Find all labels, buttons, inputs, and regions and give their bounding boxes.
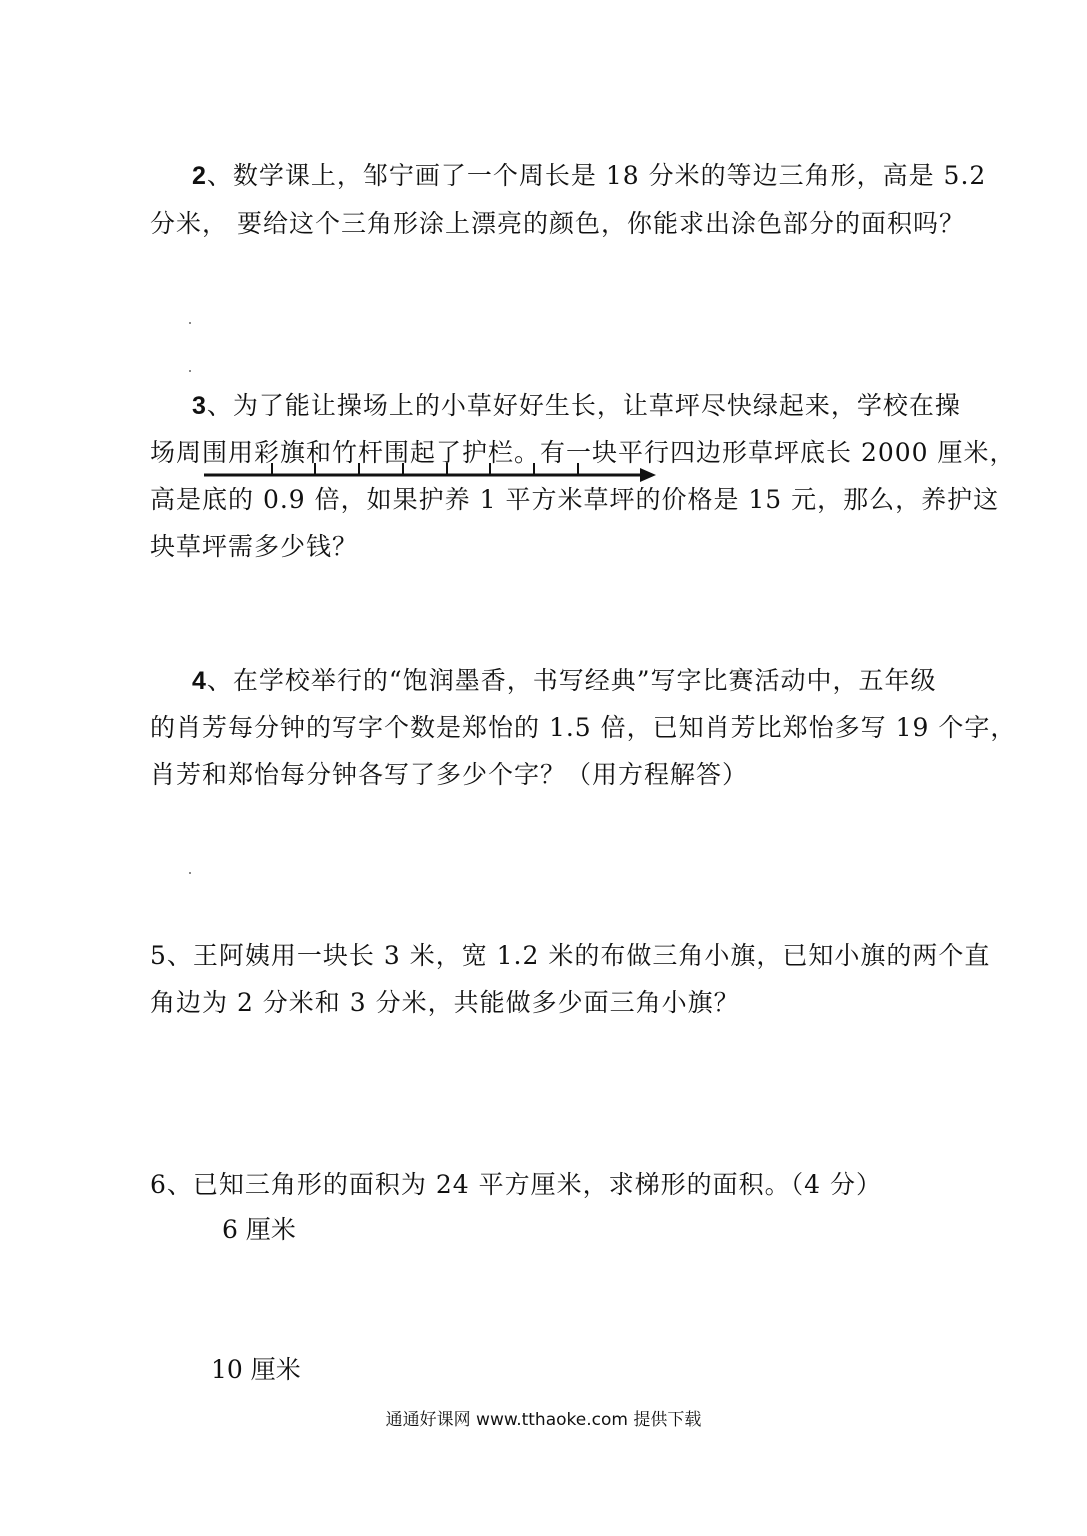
q4-number: 4 xyxy=(192,667,207,695)
q4-line-2: 的肖芳每分钟的写字个数是郑怡的 1.5 倍，已知肖芳比郑怡多写 19 个字， xyxy=(150,713,1017,742)
q4-line-3: 肖芳和郑怡每分钟各写了多少个字？（用方程解答） xyxy=(150,760,749,789)
stray-dot xyxy=(189,370,191,372)
stray-dot xyxy=(189,322,191,324)
q4-line-1 xyxy=(192,665,936,697)
q5-line-1: 5、王阿姨用一块长 3 米，宽 1.2 米的布做三角小旗，已知小旗的两个直 xyxy=(150,941,991,970)
trapezoid-top-label: 6 厘米 xyxy=(222,1215,296,1244)
q3-line-2: 场周围用彩旗和竹杆围起了护栏。有一块平行四边形草坪底长 2000 厘米， xyxy=(150,438,1016,467)
q5-line-2: 角边为 2 分米和 3 分米，共能做多少面三角小旗？ xyxy=(150,988,740,1017)
q2-number: 2 xyxy=(192,162,207,190)
q2-text-1: 、数学课上，邹宁画了一个周长是 18 分米的等边三角形，高是 5.2 xyxy=(206,161,987,190)
number-line-arrow xyxy=(200,455,660,485)
number-line-arrowhead xyxy=(640,468,656,482)
q6-line-1: 6、已知三角形的面积为 24 平方厘米，求梯形的面积。（4 分） xyxy=(150,1170,882,1199)
q2-line-2: 分米， 要给这个三角形涂上漂亮的颜色，你能求出涂色部分的面积吗？ xyxy=(150,209,965,238)
q3-text-1: 、为了能让操场上的小草好好生长，让草坪尽快绿起来，学校在操 xyxy=(206,391,961,420)
q3-line-1 xyxy=(192,390,961,422)
trapezoid-bottom-label: 10 厘米 xyxy=(211,1355,301,1384)
q3-line-3: 高是底的 0.9 倍，如果护养 1 平方米草坪的价格是 15 元，那么，养护这 xyxy=(150,485,1000,514)
q4-text-1: 、在学校举行的“饱润墨香，书写经典”写字比赛活动中，五年级 xyxy=(206,666,937,695)
q2-line-1 xyxy=(192,160,986,192)
q3-line-4: 块草坪需多少钱？ xyxy=(150,532,359,561)
stray-dot xyxy=(189,872,191,874)
footer-credit: 通通好课网 www.tthaoke.com 提供下载 xyxy=(385,1410,702,1430)
q3-number: 3 xyxy=(192,392,207,420)
